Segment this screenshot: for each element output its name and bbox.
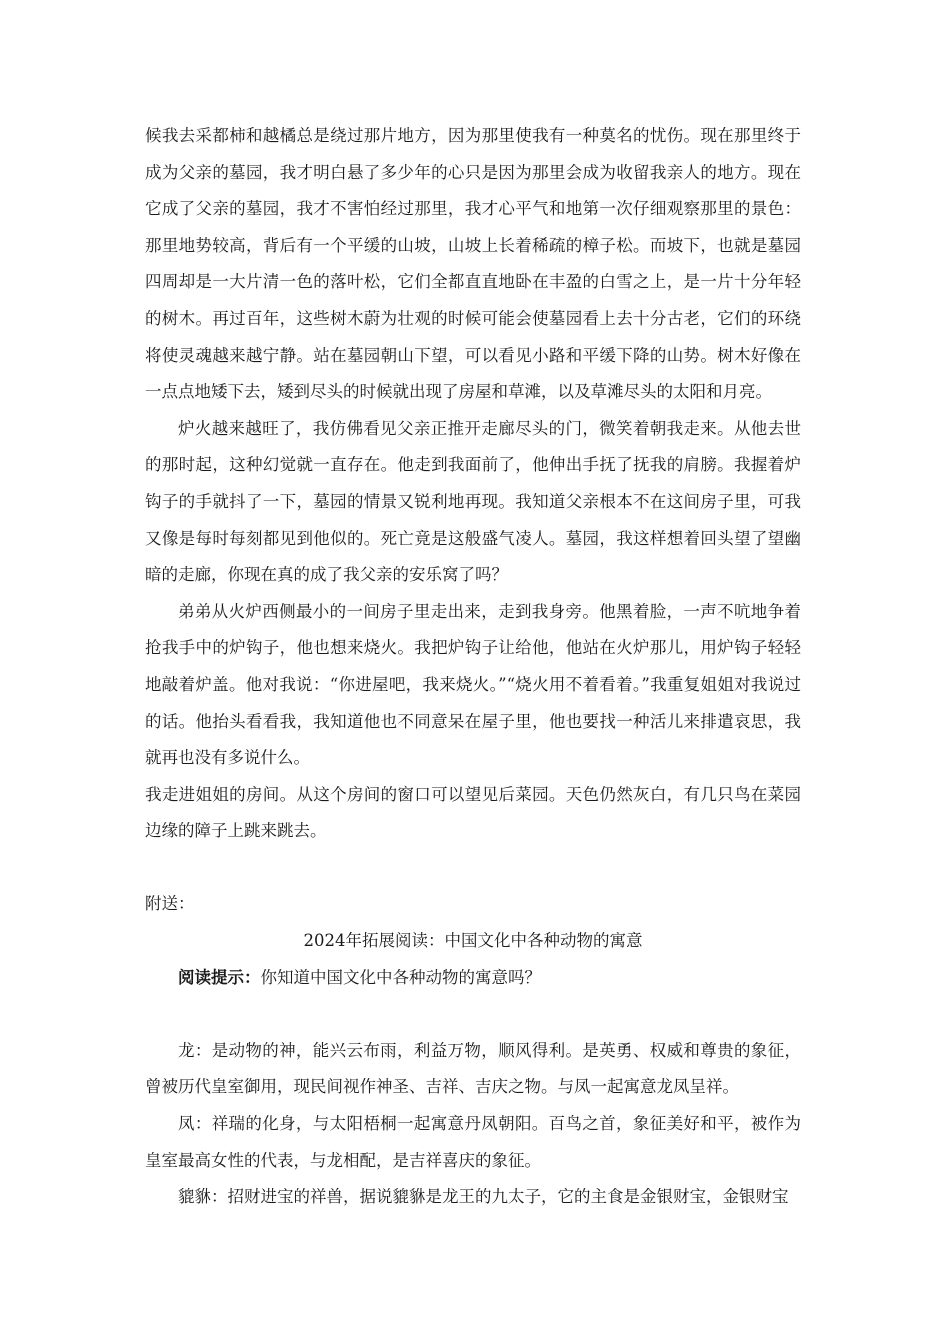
- story-paragraph-4: 我走进姐姐的房间。从这个房间的窗口可以望见后菜园。天色仍然灰白，有几只鸟在菜园边缘的障子上跳来跳去。: [145, 784, 801, 841]
- paragraph-spacer: [145, 850, 801, 887]
- animal-paragraph-dragon: 龙：是动物的神，能兴云布雨，利益万物，顺风得利。是英勇、权威和尊贵的象征，曾被历代皇室御用，现民间视作神圣、吉祥、吉庆之物。与凤一起寓意龙凤呈祥。: [145, 1040, 801, 1097]
- story-paragraph-2: 炉火越来越旺了，我仿佛看见父亲正推开走廊尽头的门，微笑着朝我走来。从他去世的那时起，这种幻觉就一直存在。他走到我面前了，他伸出手抚了抚我的肩膀。我握着炉钩子的手就抖了一下，墓园的情景又锐利地再现。我知道父亲根本不在这间房子里，可我又像是每时每刻都见到他似的。死亡竟是这般盛气凌人。墓园，我这样想着回头望了望幽暗的走廊，你现在真的成了我父亲的安乐窝了吗？: [145, 418, 801, 585]
- reading-hint-text: 你知道中国文化中各种动物的寓意吗？: [260, 967, 541, 987]
- animal-paragraph-pixiu: 貔貅：招财进宝的祥兽，据说貔貅是龙王的九太子，它的主食是金银财宝，金银财宝: [178, 1187, 789, 1207]
- document-body: [145, 118, 801, 1216]
- story-paragraph-1: 候我去采都柿和越橘总是绕过那片地方，因为那里使我有一种莫名的忧伤。现在那里终于成为父亲的墓园，我才明白悬了多少年的心只是因为那里会成为收留我亲人的地方。现在它成了父亲的墓园，我才不害怕经过那里，我才心平气和地第一次仔细观察那里的景色：那里地势较高，背后有一个平缓的山坡，山坡上长着稀疏的樟子松。而坡下，也就是墓园四周却是一大片清一色的落叶松，它们全都直直地卧在丰盈的白雪之上，是一片十分年轻的树木。再过百年，这些树木蔚为壮观的时候可能会使墓园看上去十分古老，它们的环绕将使灵魂越来越宁静。站在墓园朝山下望，可以看见小路和平缓下降的山势。树木好像在一点点地矮下去，矮到尽头的时候就出现了房屋和草滩，以及草滩尽头的太阳和月亮。: [145, 126, 801, 402]
- reading-hint: [145, 960, 801, 997]
- animal-paragraph-phoenix: 凤：祥瑞的化身，与太阳梧桐一起寓意丹凤朝阳。百鸟之首，象征美好和平，被作为皇室最高女性的代表，与龙相配，是吉祥喜庆的象征。: [145, 1114, 801, 1170]
- paragraph-spacer: [145, 996, 801, 1033]
- appendix-title: 2024年拓展阅读：中国文化中各种动物的寓意: [303, 931, 643, 951]
- appendix-label: 附送：: [145, 894, 195, 914]
- story-paragraph-3: 弟弟从火炉西侧最小的一间房子里走出来，走到我身旁。他黑着脸，一声不吭地争着抢我手中的炉钩子，他也想来烧火。我把炉钩子让给他，他站在火炉那儿，用炉钩子轻轻地敲着炉盖。他对我说：“你进屋吧，我来烧火。”“烧火用不着看着。”我重复姐姐对我说过的话。他抬头看看我，我知道他也不同意呆在屋子里，他也要找一种活儿来排遣哀思，我就再也没有多说什么。: [145, 601, 801, 768]
- reading-hint-label: 阅读提示：: [178, 967, 261, 987]
